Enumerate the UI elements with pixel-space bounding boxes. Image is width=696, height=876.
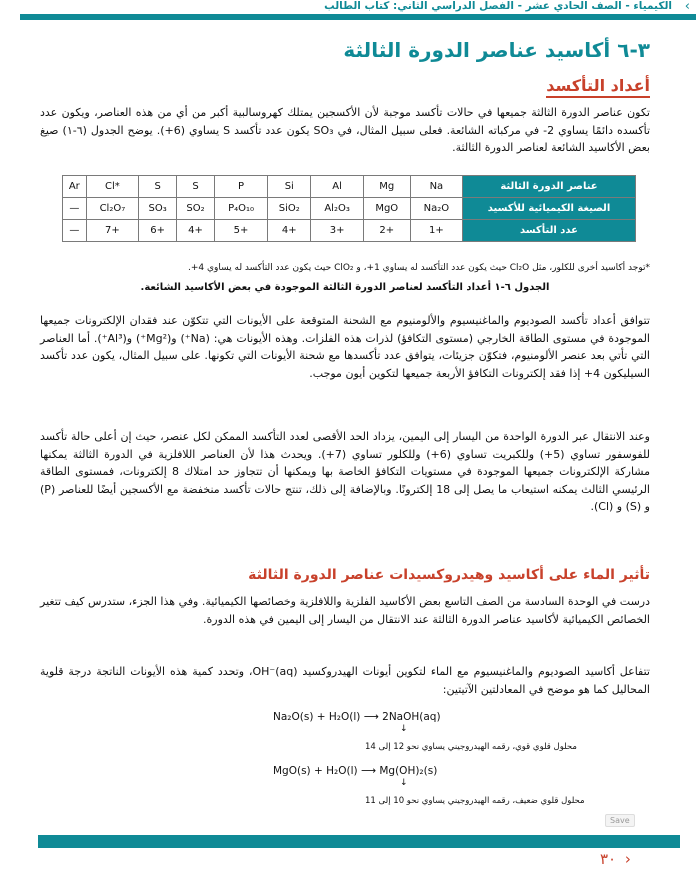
table-cell: +2 bbox=[363, 220, 410, 242]
table-cell: SiO₂ bbox=[268, 198, 311, 220]
page-number-value: ٣٠ bbox=[600, 850, 617, 868]
subheading-oxidation-numbers: أعداد التأكسد bbox=[546, 76, 650, 98]
paragraph-reactions: تتفاعل أكاسيد الصوديوم والماغنيسيوم مع الماء لتكوين أيونات الهيدروكسيد OH⁻(aq)، وتحدد كمية هذه الأيونات الناتجة درجة قلوية المحاليل كما هو موضح في المعادلتين الآتيتين: bbox=[40, 665, 650, 696]
reaction-arrow-icon: ⟶ bbox=[363, 711, 379, 723]
table-cell: SO₂ bbox=[177, 198, 215, 220]
table-cell: P bbox=[214, 176, 267, 198]
table-cell: *Cl bbox=[86, 176, 139, 198]
save-button[interactable]: Save bbox=[605, 814, 635, 827]
table-cell: Ar bbox=[63, 176, 87, 198]
table-cell: Si bbox=[268, 176, 311, 198]
back-chevron-icon[interactable]: ‹ bbox=[684, 0, 690, 14]
row-formulas bbox=[63, 198, 636, 220]
page-arrow-icon[interactable]: ‹ bbox=[624, 850, 631, 868]
equation-note: محلول قلوي ضعيف، رقمه الهيدروجيني يساوي نحو 10 إلى 11 bbox=[365, 796, 585, 806]
table-cell: Cl₂O₇ bbox=[86, 198, 139, 220]
table-cell: Al₂O₃ bbox=[311, 198, 363, 220]
table-cell: S bbox=[139, 176, 177, 198]
table-cell: Al bbox=[311, 176, 363, 198]
equation-rhs: 2NaOH(aq) bbox=[382, 711, 441, 723]
row-header: عدد التأكسد bbox=[463, 220, 636, 242]
page-number bbox=[600, 850, 631, 868]
footer-strip bbox=[38, 835, 680, 848]
table-cell: +4 bbox=[177, 220, 215, 242]
paragraph-intro: تكون عناصر الدورة الثالثة جميعها في حالات تأكسد موجبة لأن الأكسجين يمتلك كهروسالبية أكبر من أي من هذه العناصر، ويكون عدد تأكسده دائمًا يساوي 2- في مركباته الشائعة. فعلى سبيل المثال، في SO₃ يكون عدد تأكسد S يساوي (6+). يوضح الجدول (٦-١) صيغ بعض الأكاسيد الشائعة لعناصر الدورة الثالثة. bbox=[40, 106, 651, 154]
section-title: ٣-٦ أكاسيد عناصر الدورة الثالثة bbox=[343, 38, 650, 62]
table-cell: Na bbox=[410, 176, 462, 198]
equation-lhs: Na₂O(s) + H₂O(l) bbox=[273, 711, 361, 723]
table-cell: MgO bbox=[363, 198, 410, 220]
oxidation-table bbox=[62, 175, 636, 242]
paragraph-prior-study: درست في الوحدة السادسة من الصف التاسع بعض الأكاسيد الفلزية واللافلزية وخصائصها الكيميائية. وفي هذا الجزء، ستدرس كيف تتغير الخصائص الكيميائية لأكاسيد عناصر الدورة الثالثة عند الانتقال من اليسار إلى اليمين في هذه الدورة. bbox=[40, 595, 650, 626]
table-cell: Mg bbox=[363, 176, 410, 198]
table-cell: Na₂O bbox=[410, 198, 462, 220]
table-cell: S bbox=[177, 176, 215, 198]
header-strip bbox=[20, 14, 696, 20]
table-cell: +6 bbox=[139, 220, 177, 242]
table-cell: +3 bbox=[311, 220, 363, 242]
table-cell: SO₃ bbox=[139, 198, 177, 220]
row-oxidation-numbers bbox=[63, 220, 636, 242]
table-footnote: *توجد أكاسيد أخرى للكلور، مثل Cl₂O حيث يكون عدد التأكسد له يساوي 1+، و ClO₂ حيث يكون عدد التأكسد له يساوي 4+. bbox=[187, 263, 650, 273]
table-cell: +1 bbox=[410, 220, 462, 242]
equation-sodium-oxide bbox=[273, 711, 441, 723]
table-cell: +5 bbox=[214, 220, 267, 242]
table-cell: +4 bbox=[268, 220, 311, 242]
equation-rhs: Mg(OH)₂(s) bbox=[379, 765, 438, 777]
equation-note: محلول قلوي قوي، رقمه الهيدروجيني يساوي نحو 12 إلى 14 bbox=[365, 742, 577, 752]
table-caption: الجدول ٦-١ أعداد التأكسد لعناصر الدورة الثالثة الموجودة في بعض الأكاسيد الشائعة. bbox=[140, 282, 550, 293]
paragraph-ions: تتوافق أعداد تأكسد الصوديوم والماغنيسيوم والألومنيوم مع الشحنة المتوقعة على الأيونات التي تتكوّن عند فقدان الإلكترونات جميعها الموجودة في مستوى الطاقة الخارجي (مستوى التكافؤ) لذرات هذه الفلزات. وهذه الأيونات هي: (Na⁺) و(Mg²⁺) و(Al³⁺). أما العناصر التي تأتي بعد عنصر الألومنيوم، فتكوّن جزيئات، يتوافق عدد تأكسدها مع شحنة الأيونات التي تكونها. على سبيل المثال، يكون عدد تأكسد السيليكون 4+ إذا فقد إلكترونات التكافؤ الأربعة جميعها لتكوين أيون موجب. bbox=[40, 314, 650, 380]
row-header: الصيغة الكيميائية للأكسيد bbox=[463, 198, 636, 220]
table-cell: — bbox=[63, 198, 87, 220]
subheading-water-effect: تأثير الماء على أكاسيد وهيدروكسيدات عناصر الدورة الثالثة bbox=[248, 567, 650, 583]
table-cell: +7 bbox=[86, 220, 139, 242]
down-arrow-icon: ↓ bbox=[400, 724, 408, 734]
table-cell: P₄O₁₀ bbox=[214, 198, 267, 220]
equation-magnesium-oxide bbox=[273, 765, 437, 777]
down-arrow-icon: ↓ bbox=[400, 778, 408, 788]
equation-lhs: MgO(s) + H₂O(l) bbox=[273, 765, 358, 777]
top-bar bbox=[0, 0, 696, 22]
row-elements bbox=[63, 176, 636, 198]
table-cell: — bbox=[63, 220, 87, 242]
reaction-arrow-icon: ⟶ bbox=[360, 765, 377, 777]
paragraph-max-oxidation: وعند الانتقال عبر الدورة الواحدة من اليسار إلى اليمين، يزداد الحد الأقصى لعدد التأكسد الممكن لكل عنصر، حيث إن أعلى حالة تأكسد للفوسفور تساوي (5+) وللكبريت تساوي (6+) وللكلور تساوي (7+). ويحدث هذا لأن العناصر اللافلزية في الدورة الثالثة يمكنها مشاركة الإلكترونات جميعها الموجودة في مستويات التكافؤ الخاصة بها ويمكنها أن تتجاوز حد امتلاك 8 إلكترونات، فمستوى الطاقة الرئيسي الثالث يمكنه استيعاب ما يصل إلى 18 إلكترونًا. وبالإضافة إلى ذلك، تنتج حالات تأكسد منخفضة مع الأكسجين أيضًا للعناصر (P) و (S) و (Cl). bbox=[40, 430, 650, 513]
breadcrumb: الكيمياء - الصف الحادي عشر - الفصل الدراسي الثاني: كتاب الطالب bbox=[324, 0, 672, 12]
row-header: عناصر الدورة الثالثة bbox=[463, 176, 636, 198]
